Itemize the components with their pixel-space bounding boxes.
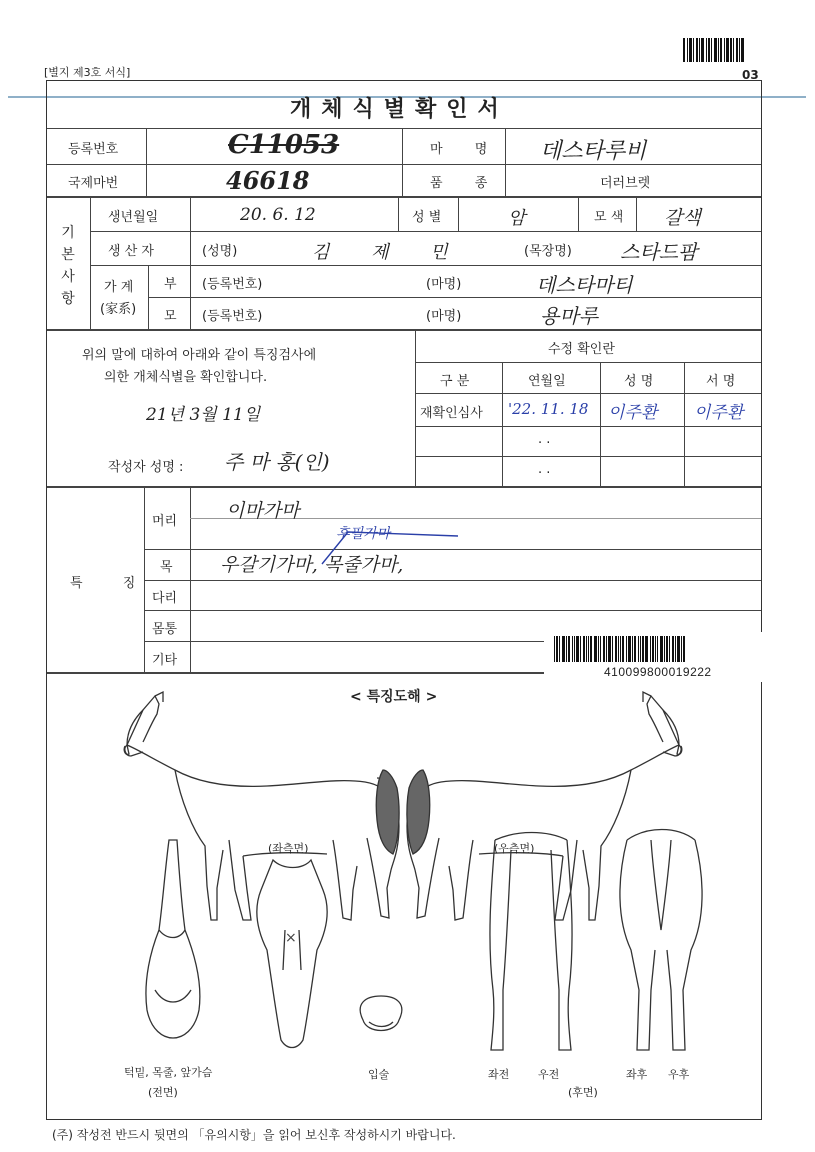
coat-label: 모 색: [594, 210, 624, 225]
coat-value: 갈색: [664, 207, 701, 229]
intl-brand-value: 46618: [226, 166, 310, 195]
svg-text:×: ×: [285, 930, 297, 946]
horse-diagram: [47, 690, 761, 1090]
pedigree-label: 가 계: [104, 280, 134, 295]
divider: [402, 128, 403, 197]
hind-left-label: 좌후: [626, 1068, 648, 1081]
row1-name: 이주환: [608, 403, 658, 423]
writer-value: 주 마 홍(인): [224, 450, 330, 474]
dam-reg-label: (등록번호): [202, 309, 263, 324]
col-category: 구 분: [440, 374, 470, 389]
sticker-number: 410099800019222: [604, 665, 712, 679]
form-number-label: [별지 제3호 서식]: [44, 66, 131, 79]
divider: [415, 456, 761, 457]
right-side-label: (우측면): [494, 842, 535, 855]
basic-section-char-1: 기: [61, 225, 75, 241]
rear-label: (후면): [568, 1086, 598, 1099]
basic-section-char-2: 본: [61, 247, 75, 263]
sex-label: 성 별: [412, 210, 442, 225]
divider: [47, 128, 761, 129]
horse-head-front: [257, 860, 328, 1048]
row2-date: . .: [538, 432, 551, 447]
divider: [90, 231, 761, 232]
head-value: 이마가마: [226, 500, 300, 522]
horse-rear: [620, 830, 702, 1051]
writer-label: 작성자 성명 :: [108, 460, 184, 475]
features-section-label: 특 징: [70, 576, 154, 591]
neck-value: 우갈기가마, 목줄가마,: [220, 554, 404, 576]
col-date: 연월일: [528, 374, 566, 389]
neck-correction: 후필가마: [336, 526, 391, 542]
breeder-name-value: 김 제 민: [312, 242, 466, 263]
divider: [144, 580, 761, 581]
divider: [505, 128, 506, 197]
front-left-label: 좌전: [488, 1068, 510, 1081]
document-title: 개체식별확인서: [290, 97, 509, 122]
row3-date: . .: [538, 462, 551, 477]
divider: [144, 610, 761, 611]
divider: [600, 362, 601, 486]
horse-name-label: 마 명: [430, 142, 502, 157]
row1-sign: 이주환: [694, 403, 744, 423]
horse-right-side: [407, 692, 682, 920]
divider: [47, 329, 761, 331]
horse-name-value: 데스타루비: [540, 139, 647, 164]
divider: [90, 197, 91, 329]
farm-value: 스타드팜: [620, 240, 698, 264]
basic-section-char-3: 사: [61, 269, 75, 285]
divider: [636, 197, 637, 231]
divider: [415, 362, 761, 363]
divider: [148, 297, 761, 298]
horse-front-neck: [146, 840, 200, 1038]
sire-reg-label: (등록번호): [202, 277, 263, 292]
reg-no-label: 등록번호: [68, 142, 119, 157]
divider: [47, 486, 761, 488]
divider: [398, 197, 399, 231]
correction-title: 수정 확인란: [548, 342, 615, 357]
divider: [415, 393, 761, 394]
front-label: (전면): [148, 1086, 178, 1099]
neck-label: 목: [160, 560, 173, 575]
reg-no-value: C11053: [228, 130, 340, 160]
sticker-barcode: [554, 636, 685, 662]
row1-category: 재확인심사: [420, 406, 483, 421]
diagram-title: < 특징도해 >: [350, 689, 438, 705]
divider: [47, 196, 761, 198]
breed-value: 더러브렛: [600, 176, 651, 191]
breed-label: 품 종: [430, 176, 502, 191]
divider: [684, 362, 685, 486]
col-sign: 서 명: [706, 374, 736, 389]
footer-note: (주) 작성전 반드시 뒷면의 「유의시항」을 읽어 보신후 작성하시기 바랍니다.: [52, 1128, 456, 1142]
divider: [47, 164, 761, 165]
sire-label: 부: [164, 277, 177, 292]
breeder-label: 생 산 자: [108, 244, 154, 259]
page-number: 03: [742, 68, 759, 82]
pedigree-hanja: (家系): [100, 302, 137, 317]
divider: [146, 128, 147, 197]
legs-label: 다리: [152, 591, 178, 606]
front-right-label: 우전: [538, 1068, 560, 1081]
sire-name-value: 데스타마티: [536, 273, 633, 297]
divider: [90, 265, 761, 266]
horse-front-legs: [490, 833, 572, 1051]
horse-muzzle: [360, 996, 402, 1031]
dam-name-value: 용마루: [540, 304, 598, 328]
front-caption: 턱밑, 목줄, 앞가슴: [124, 1066, 213, 1079]
dam-label: 모: [164, 309, 177, 324]
divider: [458, 197, 459, 231]
intl-brand-label: 국제마번: [68, 176, 119, 191]
col-name: 성 명: [624, 374, 654, 389]
horse-left-side: [124, 692, 399, 920]
hind-right-label: 우후: [668, 1068, 690, 1081]
head-label: 머리: [152, 514, 178, 529]
barcode-sticker: [544, 632, 770, 682]
sex-value: 암: [508, 208, 526, 229]
farm-label: (목장명): [524, 244, 572, 259]
sire-name-label: (마명): [426, 277, 462, 292]
row1-date: '22. 11. 18: [508, 400, 589, 418]
divider: [415, 426, 761, 427]
body-label: 몸통: [152, 622, 178, 637]
divider: [415, 330, 416, 486]
left-side-label: (좌측면): [268, 842, 309, 855]
statement-line-2: 의한 개체식별을 확인합니다.: [104, 370, 268, 385]
birth-label: 생년월일: [108, 210, 159, 225]
birth-value: 20. 6. 12: [240, 205, 316, 225]
confirmation-date: 21년 3월 11일: [146, 405, 261, 425]
top-barcode: [683, 38, 744, 62]
other-label: 기타: [152, 653, 178, 668]
basic-section-char-4: 항: [61, 291, 75, 307]
statement-line-1: 위의 말에 대하여 아래와 같이 특징검사에: [82, 348, 317, 363]
dam-name-label: (마명): [426, 309, 462, 324]
divider: [502, 362, 503, 486]
muzzle-label: 입술: [368, 1068, 390, 1081]
divider: [578, 197, 579, 231]
breeder-name-label: (성명): [202, 244, 238, 259]
